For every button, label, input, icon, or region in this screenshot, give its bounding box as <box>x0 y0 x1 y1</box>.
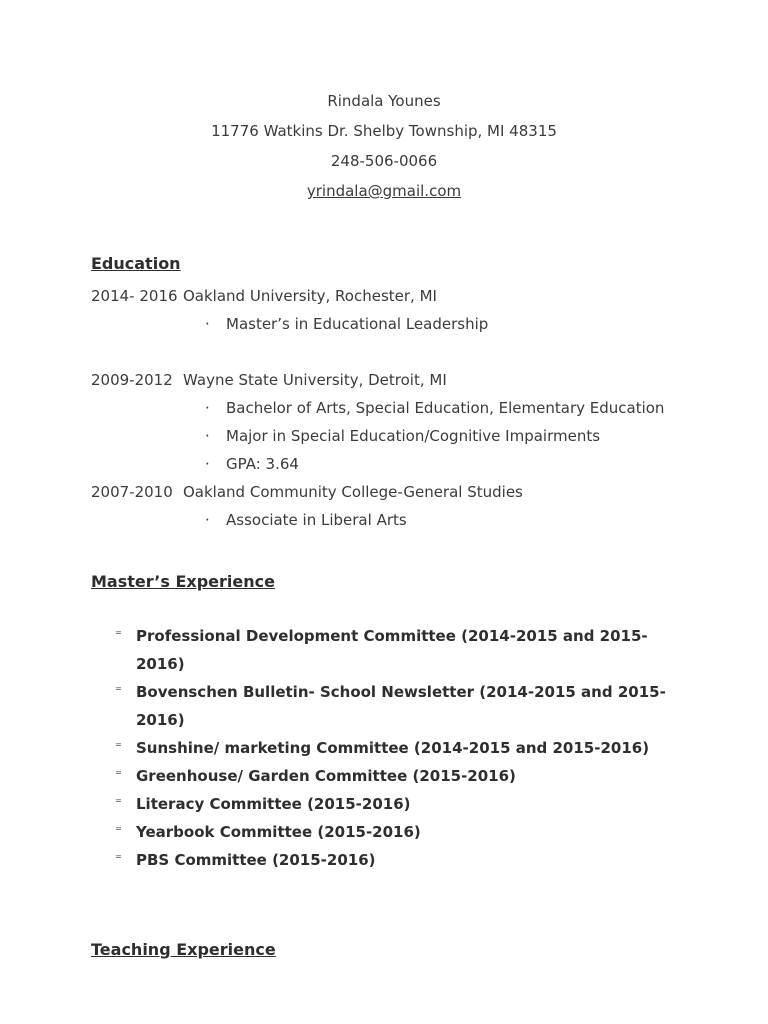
list-item <box>91 734 677 762</box>
education-heading-text: Education <box>91 254 181 273</box>
education-bullet-text: GPA: 3.64 <box>226 455 299 473</box>
list-bullet-icon: ⁼ <box>115 852 122 867</box>
education-bullet-text: Associate in Liberal Arts <box>226 511 407 529</box>
list-item <box>91 622 677 678</box>
list-item-text: Professional Development Committee (2014-2015 and 2015-2016) <box>136 627 648 673</box>
education-row <box>91 282 677 310</box>
teaching-heading-text: Teaching Experience <box>91 940 276 959</box>
section-title-teaching-experience <box>91 936 677 964</box>
person-name: Rindala Younes <box>327 92 441 110</box>
education-row <box>91 478 677 506</box>
list-item <box>91 762 677 790</box>
list-bullet-icon: ⁼ <box>115 768 122 783</box>
masters-heading-text: Master’s Experience <box>91 572 275 591</box>
list-item-text: Yearbook Committee (2015-2016) <box>136 823 421 841</box>
education-bullet <box>91 506 677 534</box>
education-bullet <box>91 394 677 422</box>
education-bullet-text: Master’s in Educational Leadership <box>226 315 489 333</box>
education-bullet <box>91 422 677 450</box>
education-date: 2014- 2016 <box>91 287 178 305</box>
education-entry <box>91 282 677 338</box>
resume-header <box>91 86 677 206</box>
list-item <box>91 818 677 846</box>
email-line <box>91 176 677 206</box>
list-bullet-icon: ⁼ <box>115 796 122 811</box>
dot-bullet-icon: · <box>205 455 210 473</box>
list-bullet-icon: ⁼ <box>115 824 122 839</box>
list-item-text: Bovenschen Bulletin- School Newsletter (2014-2015 and 2015-2016) <box>136 683 666 729</box>
education-bullet <box>91 450 677 478</box>
address-line: 11776 Watkins Dr. Shelby Township, MI 48315 <box>211 122 557 140</box>
education-bullet <box>91 310 677 338</box>
list-bullet-icon: ⁼ <box>115 628 122 643</box>
education-bullet-text: Major in Special Education/Cognitive Impairments <box>226 427 601 445</box>
dot-bullet-icon: · <box>205 315 210 333</box>
education-entry <box>91 366 677 478</box>
phone-line: 248-506-0066 <box>330 152 438 170</box>
education-row <box>91 366 677 394</box>
masters-list <box>91 622 677 874</box>
dot-bullet-icon: · <box>205 427 210 445</box>
list-item-text: PBS Committee (2015-2016) <box>136 851 376 869</box>
dot-bullet-icon: · <box>205 511 210 529</box>
list-item-text: Sunshine/ marketing Committee (2014-2015 and 2015-2016) <box>136 739 650 757</box>
education-date: 2007-2010 <box>91 483 173 501</box>
education-school: Wayne State University, Detroit, MI <box>183 371 447 389</box>
education-school: Oakland Community College-General Studies <box>183 483 523 501</box>
list-item-text: Greenhouse/ Garden Committee (2015-2016) <box>136 767 516 785</box>
education-school: Oakland University, Rochester, MI <box>183 287 437 305</box>
list-bullet-icon: ⁼ <box>115 684 122 699</box>
education-date: 2009-2012 <box>91 371 173 389</box>
education-bullet-text: Bachelor of Arts, Special Education, Elementary Education <box>226 399 665 417</box>
list-item <box>91 678 677 734</box>
email-link[interactable]: yrindala@gmail.com <box>306 182 462 200</box>
list-item-text: Literacy Committee (2015-2016) <box>136 795 411 813</box>
list-bullet-icon: ⁼ <box>115 740 122 755</box>
education-entry <box>91 478 677 534</box>
dot-bullet-icon: · <box>205 399 210 417</box>
section-title-masters-experience <box>91 568 677 596</box>
section-title-education <box>91 250 677 278</box>
list-item <box>91 846 677 874</box>
list-item <box>91 790 677 818</box>
